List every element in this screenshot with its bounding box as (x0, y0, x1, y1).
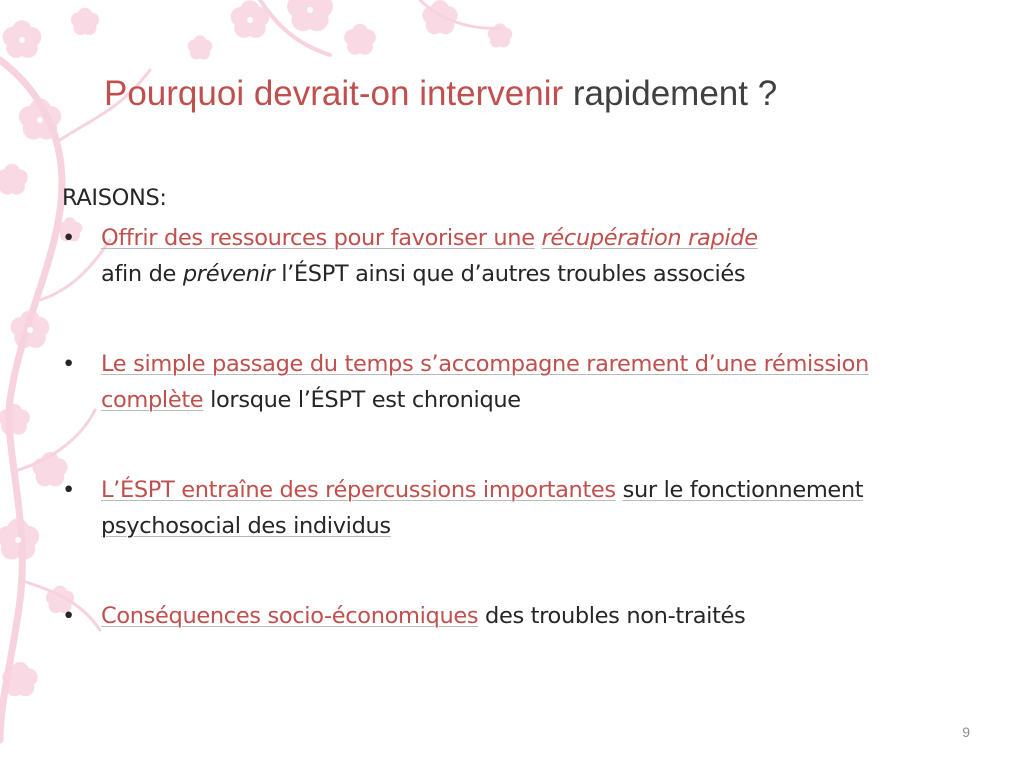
bullet-item (62, 346, 962, 418)
title-main: Pourquoi devrait-on intervenir (104, 74, 564, 113)
bullet-emphasis: prévenir (182, 261, 275, 287)
section-heading: RAISONS: (62, 185, 167, 211)
bullet-text-underlined: sur le fonctionnement psychosocial des individus (101, 477, 864, 539)
bullet-highlight: Conséquences socio-économiques (101, 603, 479, 629)
bullet-text: l’ÉSPT ainsi que d’autres troubles associés (281, 261, 746, 287)
bullet-marker: • (62, 477, 75, 503)
bullet-text: des troubles non-traités (485, 603, 746, 629)
bullet-highlight: Le simple passage du temps s’accompagne rarement d’une rémission complète (101, 351, 869, 413)
bullet-marker: • (62, 603, 75, 629)
bullet-text: lorsque l’ÉSPT est chronique (210, 387, 521, 413)
bullet-highlight: Offrir des ressources pour favoriser une (101, 225, 535, 251)
bullet-marker: • (62, 351, 75, 377)
bullet-list (62, 220, 962, 634)
content-body (62, 180, 962, 634)
slide-title (104, 70, 984, 118)
bullet-marker: • (62, 225, 75, 251)
bullet-highlight-emphasis: récupération rapide (541, 225, 758, 251)
bullet-highlight: L’ÉSPT entraîne des répercussions importantes (101, 477, 616, 503)
slide-number: 9 (962, 724, 970, 740)
bullet-text: afin de (101, 261, 177, 287)
bullet-item (62, 598, 962, 634)
bullet-item (62, 472, 962, 544)
title-end: rapidement ? (572, 74, 778, 113)
bullet-item (62, 220, 962, 292)
